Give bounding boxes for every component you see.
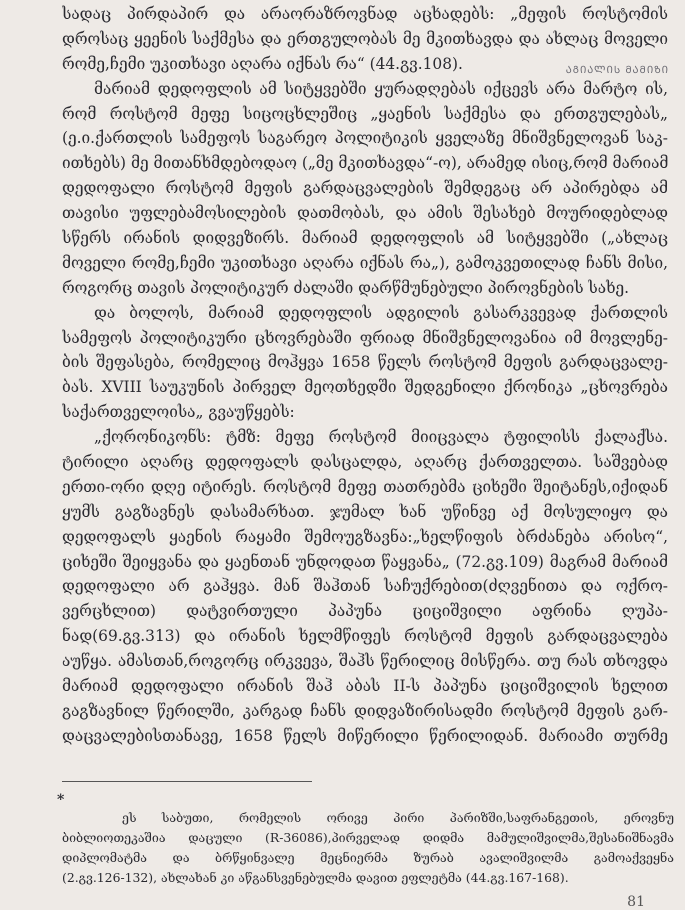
text-line: დაცვალებისთანავე, 1658 წელს მიწერილი წერილიდან. მარიამი თურმე [62,726,668,745]
text-line: რომე,ჩემი უკითხავი აღარა იქნას რა“ (44.გვ.108). [62,54,463,73]
text-line: (ე.ი.ქართლის სამეფოს საგარეო პოლიტიკის ყველაზე მნიშვნელოვან საკ- [62,129,668,148]
text-line: ნად(69.გვ.313) და ირანის ხელმწიფეს როსტომ მეფის გარდაცვალება [62,627,668,646]
text-line: ვერცხლით) დატვირთული პაპუნა ციციშვილი აფრინა ღუპა- [62,602,668,621]
footnote-mark: * [57,792,65,808]
text-line: მარიამ დედოფლის ამ სიტყვებში ყურადღებას იქცევს არა მარტო ის, [94,79,668,98]
text-line: დედოფალი არ გაჰყვა. მან შაჰთან საჩუქრებით(ძღვენითა და ოქრო- [62,577,668,596]
footnote-line: ბიბლიოთეკაშია დაცული (R-36086),პირველად დიდმა მამულიშვილმა,შესანიშნავმა [62,830,674,845]
footnote [62,808,674,888]
text-line: დედოფალს ყაენის რაყამი შემოუგზავნა:„ხელწიფის ბრძანება არისო“, [62,527,668,546]
text-line: საქართველოისა„ გვაუწყებს: [62,403,295,422]
text-line: სწერს ირანის დიდვეზირს. მარიამ დედოფლის ამ სიტყვებში („ახლაც [62,229,668,248]
text-line: ციხეში შეიყვანა და ყაენთან უნდოდათ წაყვანა„ (72.გვ.109) მაგრამ მარიამ [62,552,668,571]
text-line: როგორც თავის პოლიტიკურ ძალაში დარწმუნებული პიროვნების სახე. [62,278,630,297]
text-line: მარიამ დედოფალი ირანის შაჰ აბას II-ს პაპუნა ციციშვილის ხელით [62,677,668,696]
text-line: მოველი რომე,ჩემი უკითხავი აღარა იქნას რა„), გამოკვეთილად ჩანს მისი, [62,253,668,272]
footnote-line: ეს საბუთი, რომელის ორივე პირი პარიზში,საფრანგეთის, ეროვნუ [122,810,674,825]
text-line: რომ როსტომ მეფე სიცოცხლეშიც „ყაენის საქმესა და ერთგულებას„ [62,104,668,123]
text-line: „ქორონიკონს: ტმზ: მეფე როსტომ მიიცვალა ტფილისს ქალაქსა. [94,428,668,447]
main-text [62,2,668,749]
text-line: გაგზავნილ წერილში, კარგად ჩანს დიდვაზირისადმი როსტომ მეფის გარ- [62,701,668,720]
text-line: თავისი უფლებამოსილების დათმობას, და ამის შესახებ მოურიდებლად [62,204,668,223]
text-line: ბას. XVIII საუკუნის პირველ მეოთხედში შედგენილი ქრონიკა „ცხოვრება [62,378,668,397]
text-line: ტირილი აღარც დედოფალს დასცალდა, აღარც ქართველთა. საშვებად [62,453,668,472]
page-number: 81 [627,894,645,910]
text-line: ერთი-ორი დღე იტირეს. როსტომ მეფე თათრებმა ციხეში შეიტანეს,იქიდან [62,477,668,496]
text-line: სამეფოს პოლიტიკური ცხოვრებაში ფრიად მნიშვნელოვანია იმ მოვლენე- [62,328,668,347]
text-line: დედოფალი როსტომ მეფის გარდაცვალების შემდეგაც არ აპირებდა ამ [62,179,668,198]
text-line: დროსაც ყეენის საქმესა და ერთგულობას მე მკითხავდა და ახლაც მოველი [62,29,668,48]
text-line: ყუმს გაგზავნეს დასამარხათ. ჯუმალ ხან უწინვე აქ მოსულიყო და [62,502,668,521]
text-line: და ბოლოს, მარიამ დედოფლის ადგილის გასარკვევად ქართლის [94,303,668,322]
footnote-divider [62,781,312,782]
footnote-line: (2.გვ.126-132), ახლახან კი აწგანსვენებულმა დავით ეფლეტმა (44.გვ.167-168). [62,870,569,885]
text-line: ითხებს) მე მითანხმდებოდაო („მე მკითხავდა“-ო), არამედ ისიც,რომ მარიამ [62,154,668,173]
text-line: ბის შეფასება, რომელიც მოჰყვა 1658 წელს როსტომ მეფის გარდაცვალე- [62,353,668,372]
text-line: აუწყა. ამასთან,როგორც ირკვევა, შაჰს წერილიც მისწერა. თუ რას თხოვდა [62,652,668,671]
text-line: სადაც პირდაპირ და არაორაზროვნად აცხადებს: „მეფის როსტომის [62,5,668,23]
library-stamp: ᲐᲒᲘᲐᲚᲘᲡ ᲛᲐᲛᲘᲖᲘ [565,65,669,76]
footnote-line: დიპლომატმა და ბრწყინვალე მეცნიერმა ზურაბ ავალიშვილმა გამოაქვეყნა [62,850,674,865]
